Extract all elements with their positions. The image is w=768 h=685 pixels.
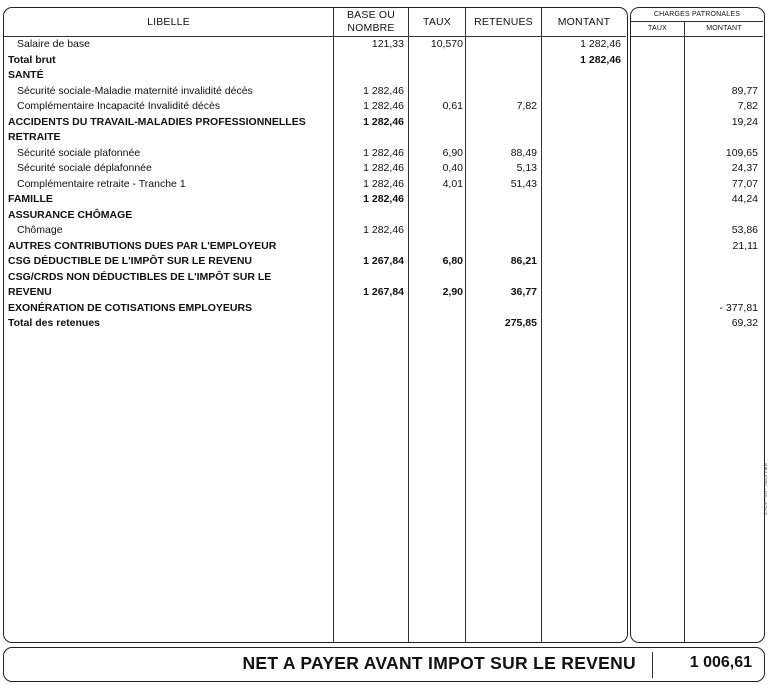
row-charges-montant: 24,37 [731, 162, 758, 174]
row-label: CSG/CRDS NON DÉDUCTIBLES DE L'IMPÔT SUR LE [8, 270, 272, 283]
table-row [0, 115, 768, 131]
row-retenues: 5,13 [516, 162, 537, 174]
table-row [0, 208, 768, 224]
table-row [0, 285, 768, 301]
header-base-line1: BASE OU [346, 9, 396, 21]
row-label: EXONÉRATION DE COTISATIONS EMPLOYEURS [8, 301, 253, 314]
table-row [0, 254, 768, 270]
row-charges-montant: 109,65 [725, 146, 758, 159]
row-base: 1 267,84 [363, 286, 404, 298]
net-pay-box [3, 647, 765, 682]
row-label: RETRAITE [8, 131, 61, 143]
row-retenues: 86,21 [510, 255, 537, 267]
header-montant: MONTANT [557, 16, 611, 28]
table-row [0, 99, 768, 115]
row-base: 1 282,46 [363, 146, 404, 159]
row-taux: 2,90 [442, 286, 463, 298]
row-base: 1 282,46 [363, 84, 404, 97]
table-row [0, 223, 768, 239]
row-label: Sécurité sociale déplafonnée [17, 162, 152, 174]
table-row [0, 161, 768, 177]
table-row [0, 192, 768, 208]
header-divider [631, 21, 763, 22]
row-taux: 6,80 [442, 255, 463, 267]
row-label: Chômage [17, 224, 63, 236]
row-label: CSG DÉDUCTIBLE DE L'IMPÔT SUR LE REVENU [8, 255, 253, 267]
net-pay-divider [652, 652, 653, 678]
row-retenues: 7,82 [516, 100, 537, 112]
row-charges-montant: 7,82 [737, 100, 758, 112]
header-retenues: RETENUES [474, 16, 533, 28]
row-charges-montant: - 377,81 [719, 301, 758, 314]
header-charges-patronales: CHARGES PATRONALES [653, 11, 741, 18]
row-charges-montant: 44,24 [731, 193, 758, 205]
header-taux: TAUX [422, 16, 452, 28]
side-note: © ADP - RH - 75015 Paris [763, 462, 768, 515]
row-label: Salaire de base [17, 38, 90, 50]
row-base: 121,33 [371, 38, 404, 50]
table-row [0, 53, 768, 69]
row-label: AUTRES CONTRIBUTIONS DUES PAR L'EMPLOYEUR [8, 239, 277, 252]
table-row [0, 146, 768, 162]
row-base: 1 267,84 [363, 255, 404, 267]
table-row [0, 68, 768, 84]
header-charges-taux: TAUX [648, 25, 667, 32]
row-taux: 4,01 [442, 177, 463, 190]
row-retenues: 275,85 [504, 317, 537, 329]
row-retenues: 88,49 [510, 146, 537, 159]
row-montant: 1 282,46 [580, 53, 621, 66]
table-row [0, 84, 768, 100]
net-pay-label: NET A PAYER AVANT IMPOT SUR LE REVENU [242, 653, 636, 673]
row-label: SANTÉ [8, 69, 44, 81]
header-charges-montant: MONTANT [706, 25, 742, 32]
row-montant: 1 282,46 [580, 38, 621, 50]
row-label: REVENU [8, 286, 52, 298]
row-label: Sécurité sociale-Maladie maternité invalidité décès [17, 84, 253, 97]
row-base: 1 282,46 [363, 177, 404, 190]
row-base: 1 282,46 [363, 193, 404, 205]
row-taux: 10,570 [430, 38, 463, 50]
row-label: Total brut [8, 53, 56, 66]
header-base [334, 9, 408, 35]
table-row [0, 301, 768, 317]
table-row [0, 270, 768, 286]
row-label: Complémentaire Incapacité Invalidité décès [17, 100, 221, 112]
row-base: 1 282,46 [363, 162, 404, 174]
row-taux: 0,61 [442, 100, 463, 112]
row-charges-montant: 89,77 [731, 84, 758, 97]
row-charges-montant: 19,24 [731, 115, 758, 128]
row-charges-montant: 53,86 [731, 224, 758, 236]
net-pay-value: 1 006,61 [689, 654, 752, 671]
row-retenues: 51,43 [510, 177, 537, 190]
row-label: Sécurité sociale plafonnée [17, 146, 141, 159]
row-label: Complémentaire retraite - Tranche 1 [17, 177, 186, 190]
row-retenues: 36,77 [510, 286, 537, 298]
table-row [0, 239, 768, 255]
row-base: 1 282,46 [363, 100, 404, 112]
row-label: FAMILLE [8, 193, 53, 205]
row-taux: 0,40 [442, 162, 463, 174]
row-charges-montant: 77,07 [731, 177, 758, 190]
row-label: ACCIDENTS DU TRAVAIL-MALADIES PROFESSIONNELLES [8, 115, 306, 128]
table-row [0, 316, 768, 332]
table-row [0, 37, 768, 53]
header-libelle: LIBELLE [147, 16, 190, 28]
row-charges-montant: 21,11 [732, 239, 758, 252]
row-label: Total des retenues [8, 317, 100, 329]
row-charges-montant: 69,32 [731, 317, 758, 329]
row-base: 1 282,46 [363, 115, 404, 128]
row-label: ASSURANCE CHÔMAGE [8, 208, 133, 221]
table-row [0, 177, 768, 193]
row-base: 1 282,46 [363, 224, 404, 236]
row-taux: 6,90 [442, 146, 463, 159]
header-base-line2: NOMBRE [347, 22, 395, 34]
table-row [0, 130, 768, 146]
